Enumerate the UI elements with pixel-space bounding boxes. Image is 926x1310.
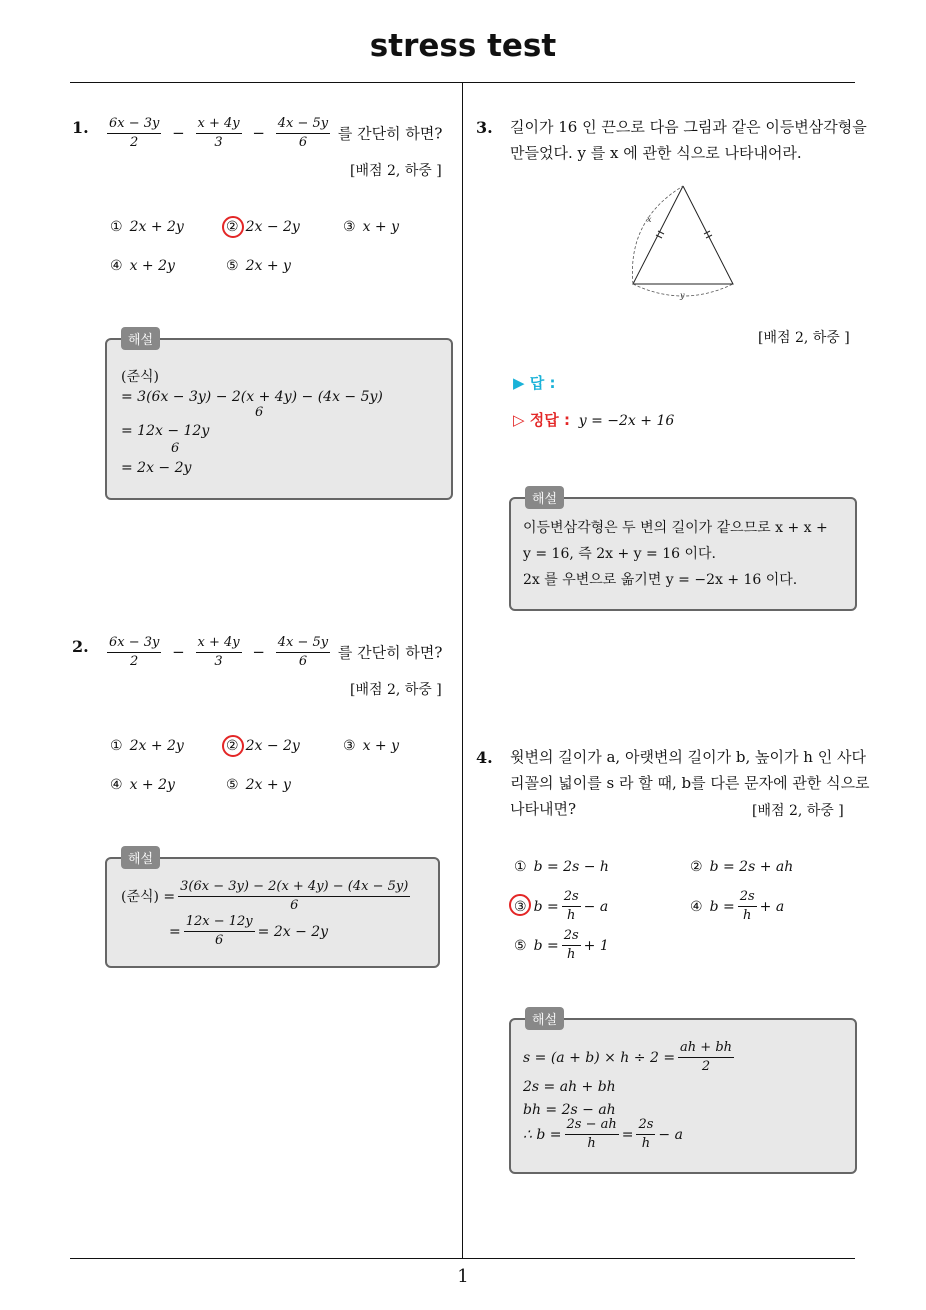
- q3-number: 3.: [476, 118, 493, 137]
- q3-correct-answer: ▷ 정답 : y = −2x + 16: [513, 411, 675, 429]
- q3-triangle-figure: [625, 180, 740, 300]
- q1-choice-2[interactable]: ② 2x − 2y: [226, 219, 300, 235]
- q1-prompt: $\frac{6x - 3y}{2}$ − $\frac{x + 4y}{3}$ − $\frac{4x - 5y}{6}$ 를 간단히 하면?: [109, 116, 443, 150]
- q4-solution-label: 해설: [525, 1007, 564, 1030]
- q1-solution-label: 해설: [121, 327, 160, 350]
- q3-meta: [배점 2, 하중 ]: [758, 330, 850, 346]
- q2-meta: [배점 2, 하중 ]: [350, 682, 442, 698]
- q2-answer-circle: [222, 735, 244, 757]
- q1-choice-1[interactable]: ① 2x + 2y: [110, 219, 184, 235]
- q1-choice-3[interactable]: ③ x + y: [343, 219, 399, 235]
- q1-meta: [배점 2, 하중 ]: [350, 163, 442, 179]
- q3-solution-box: 해설 이등변삼각형은 두 변의 길이가 같으므로 x + x + y = 16, 즉 2x + y = 16 이다. 2x 를 우변으로 옮기면 y = −2x + 16 이다.: [509, 497, 857, 611]
- q3-solution-label: 해설: [525, 486, 564, 509]
- q2-number: 2.: [72, 637, 89, 656]
- q3-prompt: 길이가 16 인 끈으로 다음 그림과 같은 이등변삼각형을 만들었다. y 를 x 에 관한 식으로 나타내어라.: [510, 118, 867, 162]
- q4-choice-2[interactable]: ② b = 2s + ah: [690, 859, 794, 875]
- q4-solution-box: 해설 s = (a + b) × h ÷ 2 = $\frac{ah + bh}{2}$ 2s = ah + bh bh = 2s − ah ∴ b = $\frac{2s - ah}{h}$ = $\frac{2s}{h}$ − a: [509, 1018, 857, 1174]
- q1-number: 1.: [72, 118, 89, 137]
- q1-choice-4[interactable]: ④ x + 2y: [110, 258, 175, 274]
- footer-rule: [70, 1258, 855, 1259]
- q3-answer-label: ▶ 답 :: [513, 374, 556, 392]
- column-divider: [462, 82, 463, 1259]
- q2-choice-5[interactable]: ⑤ 2x + y: [226, 777, 291, 793]
- q1-solution-box: 해설 (준식) = 3(6x − 3y) − 2(x + 4y) − (4x − 5y) 6 = 12x − 12y 6 = 2x − 2y: [105, 338, 453, 500]
- q4-number: 4.: [476, 748, 493, 767]
- q3-figure-x: x: [647, 215, 652, 224]
- page-title: stress test: [369, 28, 557, 64]
- q2-prompt: $\frac{6x - 3y}{2}$ − $\frac{x + 4y}{3}$ − $\frac{4x - 5y}{6}$ 를 간단히 하면?: [109, 635, 443, 669]
- q1-frac2: $\frac{x + 4y}{3}$: [197, 116, 240, 150]
- q4-answer-circle: [509, 894, 531, 916]
- q1-answer-circle: [222, 216, 244, 238]
- q4-choice-4[interactable]: ④ b = $\frac{2s}{h}$ + a: [690, 889, 785, 923]
- q2-choice-4[interactable]: ④ x + 2y: [110, 777, 175, 793]
- q3-figure-y: y: [680, 291, 685, 300]
- page-number: 1: [457, 1266, 469, 1287]
- q1-frac3: $\frac{4x - 5y}{6}$: [277, 116, 329, 150]
- q2-choice-1[interactable]: ① 2x + 2y: [110, 738, 184, 754]
- q4-choice-5[interactable]: ⑤ b = $\frac{2s}{h}$ + 1: [514, 928, 609, 962]
- q1-frac1: $\frac{6x - 3y}{2}$: [109, 116, 160, 150]
- q2-solution-label: 해설: [121, 846, 160, 869]
- q4-choice-3[interactable]: ③ b = $\frac{2s}{h}$ − a: [514, 889, 609, 923]
- q4-choice-1[interactable]: ① b = 2s − h: [514, 859, 609, 875]
- q1-choice-5[interactable]: ⑤ 2x + y: [226, 258, 291, 274]
- q4-prompt: 윗변의 길이가 a, 아랫변의 길이가 b, 높이가 h 인 사다 리꼴의 넓이를 s 라 할 때, b를 다른 문자에 관한 식으로 나타내면?: [510, 748, 870, 818]
- q2-choice-2[interactable]: ② 2x − 2y: [226, 738, 300, 754]
- q4-meta: [배점 2, 하중 ]: [752, 803, 844, 819]
- q2-choice-3[interactable]: ③ x + y: [343, 738, 399, 754]
- q2-solution-box: 해설 (준식) = $\frac{3(6x - 3y) - 2(x + 4y) - (4x - 5y)}{6}$ = $\frac{12x - 12y}{6}$ = 2x − 2y: [105, 857, 440, 968]
